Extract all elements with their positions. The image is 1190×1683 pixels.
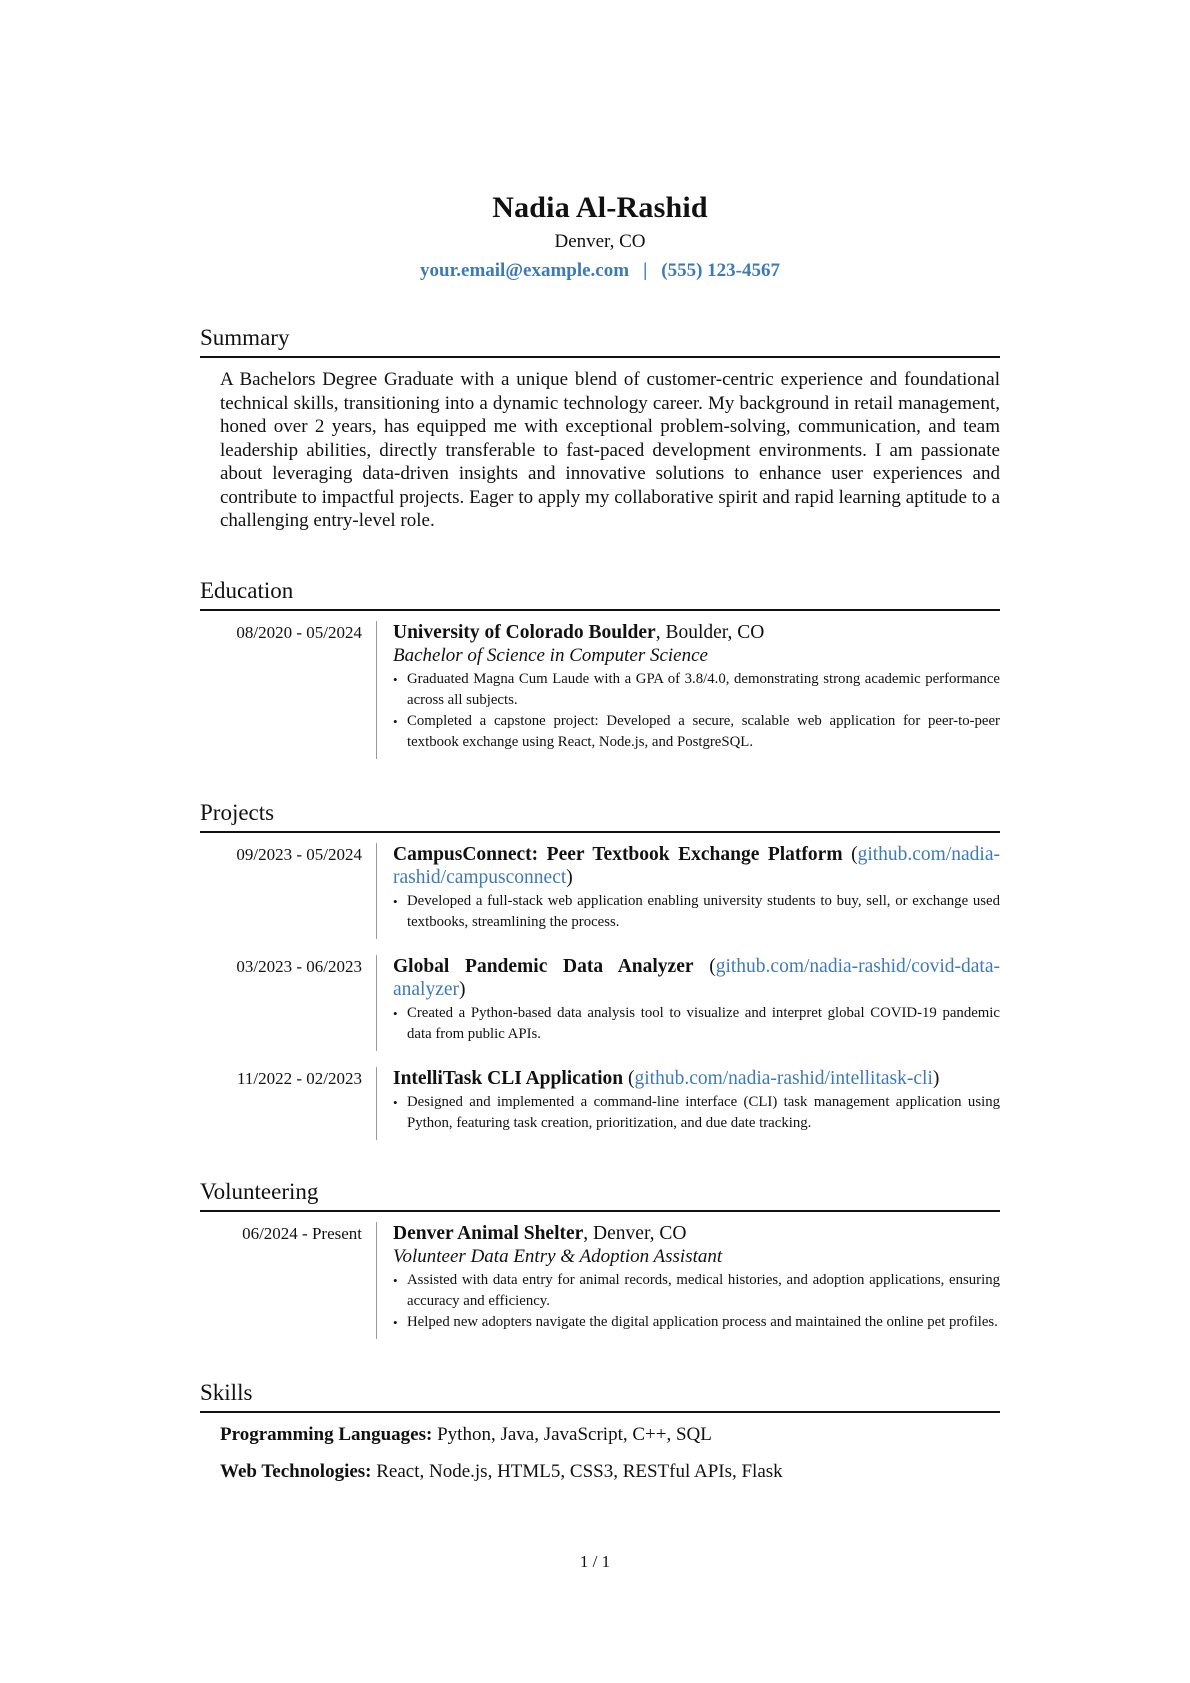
bullet-item: • Designed and implemented a command-line interface (CLI) task management application using Python, featuring task creation, prioritization, and due date tracking.	[393, 1092, 1000, 1134]
bullet-list	[393, 1092, 1000, 1134]
skills-row	[220, 1423, 1000, 1446]
skills-value: React, Node.js, HTML5, CSS3, RESTful APIs, Flask	[371, 1460, 783, 1482]
entry-title: IntelliTask CLI Application (github.com/nadia-rashid/intellitask-cli)	[393, 1067, 940, 1089]
skills-list	[220, 1423, 1000, 1483]
skills-label: Web Technologies:	[220, 1460, 372, 1482]
entry-date: 06/2024 - Present	[242, 1223, 362, 1243]
candidate-name: Nadia Al-Rashid	[492, 191, 708, 224]
degree: Bachelor of Science in Computer Science	[393, 644, 708, 666]
bullet-item: • Developed a full-stack web application enabling university students to buy, sell, or exchange used textbooks, streamlining the process.	[393, 891, 1000, 933]
volunteer-role: Volunteer Data Entry & Adoption Assistant	[393, 1245, 723, 1267]
entry-body	[376, 1067, 1000, 1140]
email-link[interactable]: your.email@example.com	[420, 260, 630, 281]
project-entry	[200, 843, 1000, 939]
volunteering-section	[200, 1178, 1000, 1339]
project-name: IntelliTask CLI Application	[393, 1067, 624, 1089]
page-number: 1 / 1	[579, 1552, 611, 1571]
entry-body	[376, 621, 1000, 759]
section-title: Projects	[200, 799, 1000, 833]
skills-section	[200, 1379, 1000, 1483]
section-title: Volunteering	[200, 1178, 1000, 1212]
skills-label: Programming Languages:	[220, 1423, 433, 1445]
project-name: CampusConnect: Peer Textbook Exchange Platform	[393, 843, 843, 865]
entry-date: 08/2020 - 05/2024	[236, 622, 362, 642]
contact-separator: |	[643, 260, 648, 281]
school-name: University of Colorado Boulder	[393, 621, 656, 643]
entry-date: 11/2022 - 02/2023	[237, 1068, 362, 1088]
bullet-list	[393, 669, 1000, 753]
project-link[interactable]: github.com/nadia-rashid/campusconnect	[393, 843, 1000, 888]
entry-body	[376, 955, 1000, 1051]
education-entry	[200, 621, 1000, 759]
entry-body	[376, 1222, 1000, 1339]
phone-link[interactable]: (555) 123-4567	[661, 260, 780, 281]
entry-title	[393, 621, 1000, 644]
project-entry	[200, 955, 1000, 1051]
summary-section	[200, 324, 1000, 533]
entry-title: Global Pandemic Data Analyzer (github.com/nadia-rashid/covid-data-analyzer)	[393, 955, 1001, 1000]
org-place: , Denver, CO	[583, 1222, 687, 1244]
skills-value: Python, Java, JavaScript, C++, SQL	[432, 1423, 712, 1445]
entry-date: 03/2023 - 06/2023	[236, 956, 362, 976]
projects-section	[200, 799, 1000, 1140]
section-title: Education	[200, 577, 1000, 611]
entry-date: 09/2023 - 05/2024	[236, 844, 362, 864]
project-link[interactable]: github.com/nadia-rashid/intellitask-cli	[634, 1067, 933, 1089]
section-title: Skills	[200, 1379, 1000, 1413]
bullet-list	[393, 1270, 1000, 1333]
entry-title	[393, 1222, 1000, 1245]
bullet-item: • Completed a capstone project: Developed a secure, scalable web application for peer-to-peer textbook exchange using React, Node.js, and PostgreSQL.	[393, 711, 1000, 753]
bullet-list	[393, 1003, 1000, 1045]
bullet-list	[393, 891, 1000, 933]
bullet-item: • Helped new adopters navigate the digital application process and maintained the online pet profiles.	[393, 1312, 1000, 1333]
summary-text: A Bachelors Degree Graduate with a unique blend of customer-centric experience and foundational technical skills, transitioning into a dynamic technology career. My background in retail management, honed over 2 years, has equipped me with exceptional problem-solving, communication, and team leadership abilities, directly transferable to fast-paced development environments. I am passionate about leveraging data-driven insights and innovative solutions to enhance user experiences and contribute to impactful projects. Eager to apply my collaborative spirit and rapid learning aptitude to a challenging entry-level role.	[220, 369, 1000, 531]
entry-body	[376, 843, 1000, 939]
section-title: Summary	[200, 324, 1000, 358]
contact-line	[200, 258, 1000, 284]
candidate-location: Denver, CO	[554, 231, 646, 252]
project-name: Global Pandemic Data Analyzer	[393, 955, 694, 977]
project-link[interactable]: github.com/nadia-rashid/covid-data-analyzer	[393, 955, 1001, 1000]
resume-header	[200, 190, 1000, 284]
bullet-item: • Created a Python-based data analysis tool to visualize and interpret global COVID-19 pandemic data from public APIs.	[393, 1003, 1000, 1045]
entry-title: CampusConnect: Peer Textbook Exchange Platform (github.com/nadia-rashid/campusconnect)	[393, 843, 1000, 888]
volunteer-entry	[200, 1222, 1000, 1339]
org-name: Denver Animal Shelter	[393, 1222, 584, 1244]
bullet-item: • Assisted with data entry for animal records, medical histories, and adoption applications, ensuring accuracy and efficiency.	[393, 1270, 1000, 1312]
school-place: , Boulder, CO	[655, 621, 765, 643]
skills-row	[220, 1460, 1000, 1483]
education-section	[200, 577, 1000, 759]
bullet-item: • Graduated Magna Cum Laude with a GPA of 3.8/4.0, demonstrating strong academic performance across all subjects.	[393, 669, 1000, 711]
resume-page	[200, 190, 1000, 1483]
project-entry	[200, 1067, 1000, 1140]
